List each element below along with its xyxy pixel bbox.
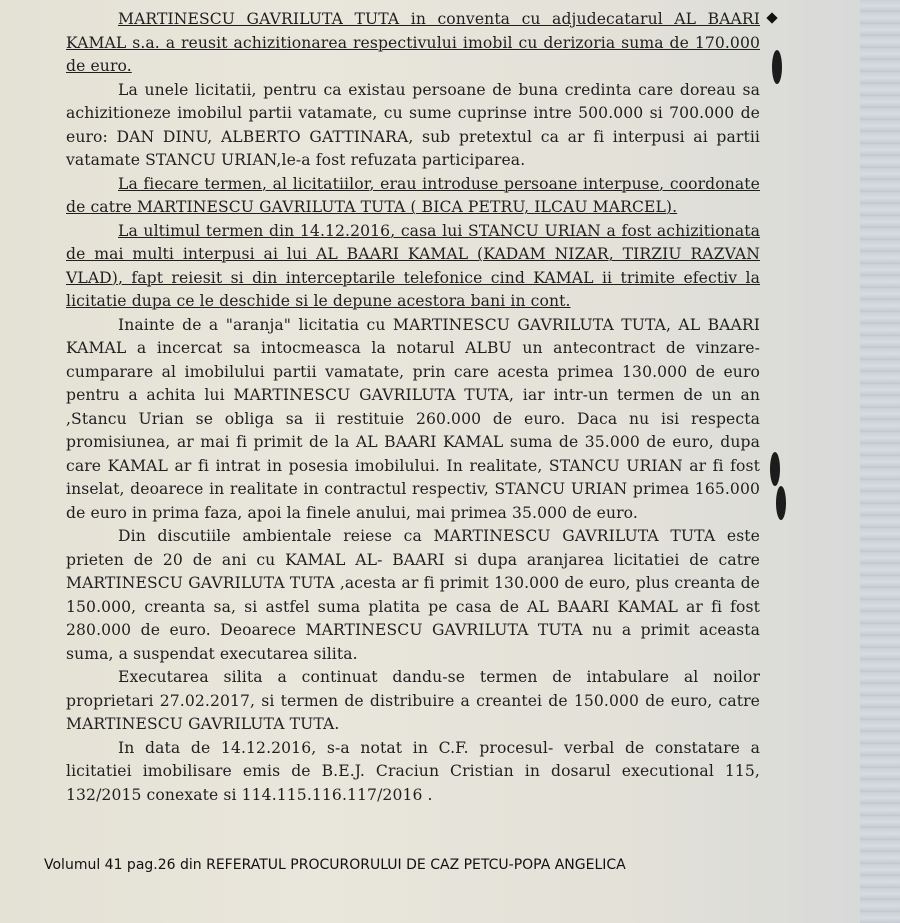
page-footer: Volumul 41 pag.26 din REFERATUL PROCURORULUI DE CAZ PETCU-POPA ANGELICA [44, 857, 626, 873]
punch-hole-top [772, 50, 782, 84]
paragraph-5: Inainte de a "aranja" licitatia cu MARTINESCU GAVRILUTA TUTA, AL BAARI KAMAL a incercat sa intocmeasca la notarul ALBU un antecontract de vinzare- cumparare al imobilului partii vamatate, prin care acesta primea 130.000 de euro pentru a achita lui MARTINESCU GAVRILUTA TUTA, iar intr-un termen de un an ,Stancu Urian se obliga sa ii restituie 260.000 de euro. Daca nu isi respecta promisiunea, ar mai fi primit de la AL BAARI KAMAL suma de 35.000 de euro, dupa care KAMAL ar fi intrat in posesia imobilului. In realitate, STANCU URIAN ar fi fost inselat, deoarece in realitate in contractul respectiv, STANCU URIAN primea 165.000 de euro in prima faza, apoi la finele anului, mai primea 35.000 de euro. [66, 315, 760, 522]
punch-hole-middle [770, 452, 780, 486]
page-edge [860, 0, 900, 923]
punch-hole-lower [776, 486, 786, 520]
document-body [66, 8, 760, 807]
paragraph-6: Din discutiile ambientale reiese ca MARTINESCU GAVRILUTA TUTA este prieten de 20 de ani cu KAMAL AL- BAARI si dupa aranjarea licitatiei de catre MARTINESCU GAVRILUTA TUTA ,acesta ar fi primit 130.000 de euro, plus creanta de 150.000, creanta sa, si astfel suma platita pe casa de AL BAARI KAMAL ar fi fost 280.000 de euro. Deoarece MARTINESCU GAVRILUTA TUTA nu a primit aceasta suma, a suspendat executarea silita. [66, 527, 760, 663]
paragraph-8: In data de 14.12.2016, s-a notat in C.F. procesul- verbal de constatare a licitatiei imobilisare emis de B.E.J. Craciun Cristian in dosarul executional 115, 132/2015 conexate si 114.115.116.117/2016 . [66, 738, 760, 804]
corner-mark [766, 12, 777, 23]
paragraph-1: MARTINESCU GAVRILUTA TUTA in conventa cu adjudecatarul AL BAARI KAMAL s.a. a reusit achizitionarea respectivului imobil cu derizoria suma de 170.000 de euro. [66, 10, 760, 75]
paragraph-2: La unele licitatii, pentru ca existau persoane de buna credinta care doreau sa achizitioneze imobilul partii vatamate, cu sume cuprinse intre 500.000 si 700.000 de euro: DAN DINU, ALBERTO GATTINARA, sub pretextul ca ar fi interpusi ai partii vatamate STANCU URIAN,le-a fost refuzata participarea. [66, 80, 760, 169]
paragraph-7: Executarea silita a continuat dandu-se termen de intabulare al noilor proprietari 27.02.2017, si termen de distribuire a creantei de 150.000 de euro, catre MARTINESCU GAVRILUTA TUTA. [66, 668, 760, 733]
paragraph-4: La ultimul termen din 14.12.2016, casa lui STANCU URIAN a fost achizitionata de mai multi interpusi ai lui AL BAARI KAMAL (KADAM NIZAR, TIRZIU RAZVAN VLAD), fapt reiesit si din interceptarile telefonice cind KAMAL ii trimite efectiv la licitatie dupa ce le deschide si le depune acestora bani in cont. [66, 221, 760, 310]
paragraph-3: La fiecare termen, al licitatiilor, erau introduse persoane interpuse, coordonate de catre MARTINESCU GAVRILUTA TUTA ( BICA PETRU, ILCAU MARCEL). [66, 174, 760, 216]
